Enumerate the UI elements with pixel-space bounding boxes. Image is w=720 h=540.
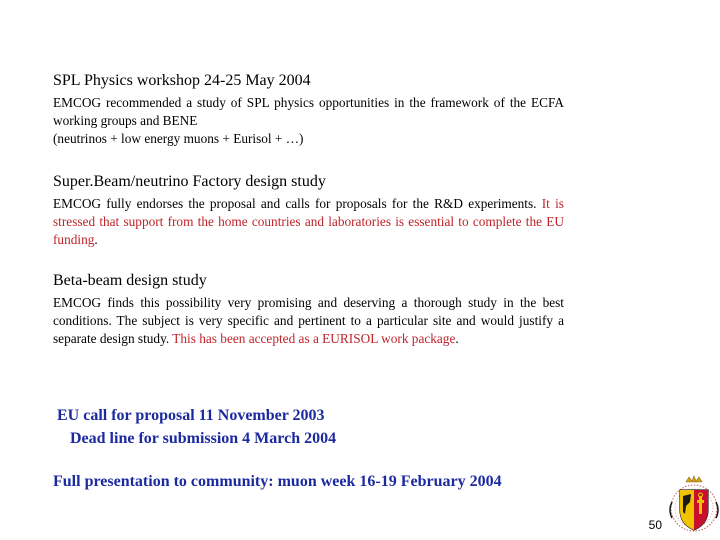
presentation-line: Full presentation to community: muon week 16-19 February 2004 <box>53 473 502 490</box>
body-text-black: EMCOG fully endorses the proposal and calls for proposals for the R&D experiments. <box>53 196 542 211</box>
body-text-black: EMCOG finds this possibility very promising and deserving a thorough study in the best conditions. The subject is very specific and pertinent to a particular site and would justify a separate design study. <box>53 295 564 346</box>
section-body <box>53 294 564 348</box>
section-superbeam <box>53 173 564 249</box>
section-body-line: (neutrinos + low energy muons + Eurisol + …) <box>53 131 304 146</box>
section-beta-beam <box>53 272 564 348</box>
body-text-red: This has been accepted as a EURISOL work package <box>172 331 456 346</box>
section-heading: Beta-beam design study <box>53 272 207 289</box>
body-text-end: . <box>94 232 98 247</box>
section-spl-workshop <box>53 72 564 148</box>
page-number: 50 <box>648 518 662 532</box>
eu-call-line: EU call for proposal 11 November 2003 <box>57 407 325 424</box>
deadline-line: Dead line for submission 4 March 2004 <box>70 430 337 447</box>
body-text-end: . <box>455 331 459 346</box>
section-heading: SPL Physics workshop 24-25 May 2004 <box>53 72 311 89</box>
university-crest-icon <box>664 472 720 540</box>
section-body: EMCOG recommended a study of SPL physics opportunities in the framework of the ECFA working groups and BENE <box>53 95 564 128</box>
section-body <box>53 195 564 249</box>
section-heading: Super.Beam/neutrino Factory design study <box>53 173 326 190</box>
body-text-red: It is stressed that support from the home countries and laboratories is essential to complete the EU funding <box>53 196 564 247</box>
